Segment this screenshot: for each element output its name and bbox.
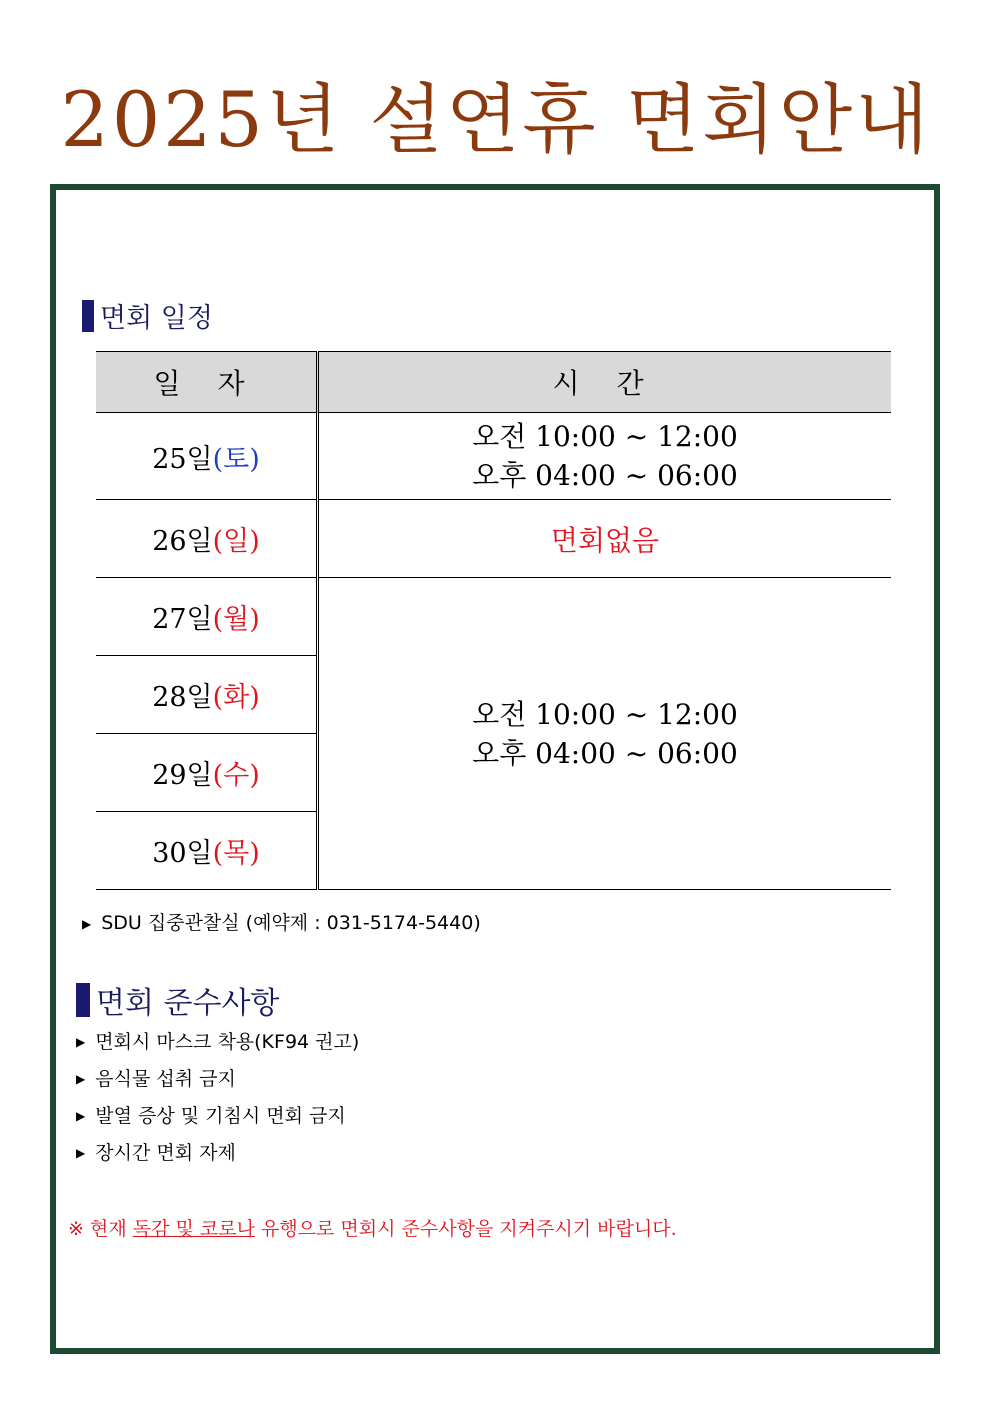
table-row bbox=[96, 578, 891, 656]
triangle-bullet-icon: ▶ bbox=[76, 1072, 86, 1086]
date-weekday: (월) bbox=[212, 604, 260, 635]
date-day: 25일 bbox=[152, 443, 213, 475]
date-cell bbox=[96, 500, 318, 578]
list-item: ▶ 면회시 마스크 착용(KF94 권고) bbox=[76, 1024, 359, 1061]
date-weekday: (토) bbox=[212, 443, 260, 475]
list-item: ▶ 장시간 면회 자제 bbox=[76, 1135, 359, 1172]
list-item: ▶ 음식물 섭취 금지 bbox=[76, 1061, 359, 1098]
table-header-row bbox=[96, 352, 891, 413]
date-cell bbox=[96, 578, 318, 656]
date-day: 28일 bbox=[152, 682, 213, 713]
morning-hours: 오전 10:00 ~ 12:00 bbox=[472, 420, 738, 453]
table-row bbox=[96, 413, 891, 500]
date-cell bbox=[96, 734, 318, 812]
date-cell bbox=[96, 413, 318, 500]
date-weekday: (일) bbox=[212, 526, 260, 557]
heading-bar bbox=[82, 300, 94, 332]
date-weekday: (수) bbox=[212, 760, 260, 791]
date-weekday: (화) bbox=[212, 682, 260, 713]
date-cell bbox=[96, 656, 318, 734]
rules-list bbox=[76, 1024, 359, 1172]
sdu-note bbox=[82, 908, 481, 935]
date-day: 29일 bbox=[152, 760, 213, 791]
warning-suffix: 유행으로 면회시 준수사항을 지켜주시기 바랍니다. bbox=[254, 1218, 677, 1240]
afternoon-hours: 오후 04:00 ~ 06:00 bbox=[472, 459, 738, 492]
afternoon-hours: 오후 04:00 ~ 06:00 bbox=[472, 736, 738, 770]
warning-prefix: ※ 현재 bbox=[68, 1218, 133, 1240]
no-visit-cell: 면회없음 bbox=[318, 500, 892, 578]
date-day: 26일 bbox=[152, 526, 213, 557]
time-cell bbox=[318, 413, 892, 500]
date-weekday: (목) bbox=[212, 838, 260, 869]
schedule-heading-text: 면회 일정 bbox=[100, 303, 213, 334]
rules-heading bbox=[76, 978, 279, 1022]
table-row bbox=[96, 500, 891, 578]
header-time: 시 간 bbox=[318, 352, 892, 413]
triangle-bullet-icon: ▶ bbox=[76, 1109, 86, 1123]
heading-bar bbox=[76, 983, 90, 1017]
sdu-note-text: SDU 집중관찰실 (예약제 : 031-5174-5440) bbox=[101, 912, 481, 934]
list-item: ▶ 발열 증상 및 기침시 면회 금지 bbox=[76, 1098, 359, 1135]
triangle-bullet-icon: ▶ bbox=[76, 1035, 86, 1049]
header-date: 일 자 bbox=[96, 352, 318, 413]
date-day: 30일 bbox=[152, 838, 213, 869]
date-cell bbox=[96, 812, 318, 890]
date-day: 27일 bbox=[152, 604, 213, 635]
schedule-heading bbox=[82, 296, 213, 335]
rules-heading-text: 면회 준수사항 bbox=[96, 986, 280, 1021]
warning-note bbox=[68, 1214, 677, 1241]
time-cell-merged bbox=[318, 578, 892, 890]
page-title: 2025년 설연휴 면회안내 bbox=[60, 75, 932, 164]
morning-hours: 오전 10:00 ~ 12:00 bbox=[472, 697, 738, 731]
warning-underlined: 독감 및 코로나 bbox=[132, 1218, 255, 1240]
schedule-table bbox=[96, 351, 891, 890]
triangle-bullet-icon: ▶ bbox=[82, 916, 92, 931]
triangle-bullet-icon: ▶ bbox=[76, 1146, 86, 1160]
